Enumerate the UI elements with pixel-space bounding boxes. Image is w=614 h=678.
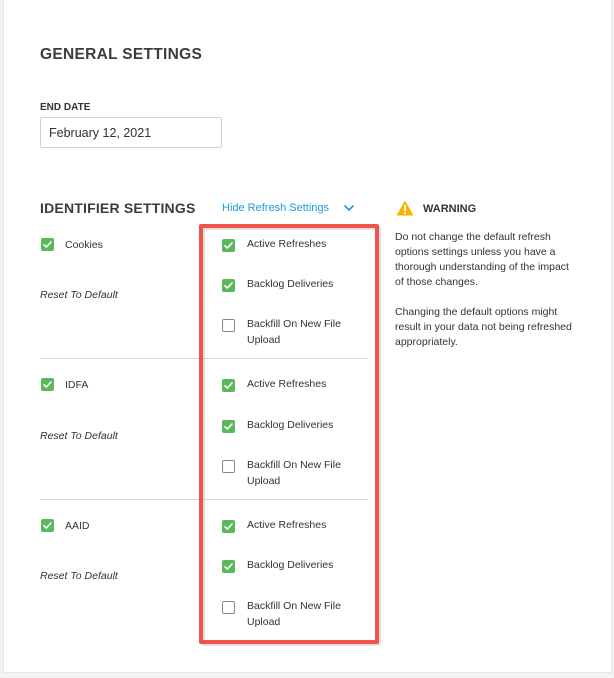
option-backlog-deliveries[interactable] [222, 278, 357, 292]
backlog-deliveries-checkbox[interactable] [222, 279, 235, 292]
option-label: Backfill On New File Upload [247, 318, 341, 346]
option-backlog-deliveries[interactable] [222, 419, 357, 433]
reset-to-default-link[interactable]: Reset To Default [40, 289, 118, 301]
option-active-refreshes[interactable] [222, 238, 357, 252]
aaid-checkbox[interactable] [41, 519, 54, 532]
option-label: Active Refreshes [247, 519, 327, 531]
hide-refresh-settings-link[interactable]: Hide Refresh Settings [222, 202, 329, 214]
checkmark-icon [223, 380, 234, 391]
option-backlog-deliveries[interactable] [222, 559, 357, 573]
option-label: Backlog Deliveries [247, 559, 334, 571]
option-label: Backfill On New File Upload [247, 600, 341, 628]
checkmark-icon [42, 520, 53, 531]
end-date-input[interactable] [40, 117, 222, 148]
settings-panel [3, 0, 612, 673]
row-divider [40, 358, 368, 359]
option-active-refreshes[interactable] [222, 378, 357, 392]
backlog-deliveries-checkbox[interactable] [222, 560, 235, 573]
identifier-label: Cookies [65, 238, 103, 251]
option-backfill-on-new-file-upload[interactable] [222, 459, 357, 489]
option-active-refreshes[interactable] [222, 519, 357, 533]
identifier-row-idfa[interactable] [41, 378, 88, 391]
identifier-row-aaid[interactable] [41, 519, 90, 532]
active-refreshes-checkbox[interactable] [222, 239, 235, 252]
checkmark-icon [42, 379, 53, 390]
warning-paragraph-2: Changing the default options might result in your data not being refreshed appropriately. [395, 306, 572, 348]
option-label: Backfill On New File Upload [247, 459, 341, 487]
backfill-checkbox[interactable] [222, 319, 235, 332]
option-label: Active Refreshes [247, 238, 327, 250]
active-refreshes-checkbox[interactable] [222, 379, 235, 392]
option-backfill-on-new-file-upload[interactable] [222, 318, 357, 348]
checkmark-icon [223, 421, 234, 432]
backlog-deliveries-checkbox[interactable] [222, 420, 235, 433]
idfa-checkbox[interactable] [41, 378, 54, 391]
checkmark-icon [223, 521, 234, 532]
checkmark-icon [223, 240, 234, 251]
active-refreshes-checkbox[interactable] [222, 520, 235, 533]
general-settings-title: GENERAL SETTINGS [40, 46, 203, 63]
identifier-label: AAID [65, 519, 90, 532]
reset-to-default-link[interactable]: Reset To Default [40, 430, 118, 442]
row-divider [40, 499, 368, 500]
identifier-label: IDFA [65, 378, 89, 391]
identifier-row-cookies[interactable] [41, 238, 103, 251]
chevron-down-icon[interactable] [343, 202, 355, 214]
backfill-checkbox[interactable] [222, 601, 235, 614]
end-date-label: END DATE [40, 102, 91, 113]
warning-title: WARNING [423, 203, 477, 215]
warning-icon [396, 200, 414, 216]
checkmark-icon [223, 280, 234, 291]
reset-to-default-link[interactable]: Reset To Default [40, 570, 118, 582]
option-backfill-on-new-file-upload[interactable] [222, 600, 357, 630]
backfill-checkbox[interactable] [222, 460, 235, 473]
option-label: Active Refreshes [247, 378, 327, 390]
identifier-settings-title: IDENTIFIER SETTINGS [40, 200, 196, 216]
checkmark-icon [223, 561, 234, 572]
cookies-checkbox[interactable] [41, 238, 54, 251]
option-label: Backlog Deliveries [247, 278, 334, 290]
checkmark-icon [42, 239, 53, 250]
option-label: Backlog Deliveries [247, 419, 334, 431]
warning-paragraph-1: Do not change the default refresh options settings unless you have a thorough understanding of the impact of those changes. [395, 231, 569, 288]
